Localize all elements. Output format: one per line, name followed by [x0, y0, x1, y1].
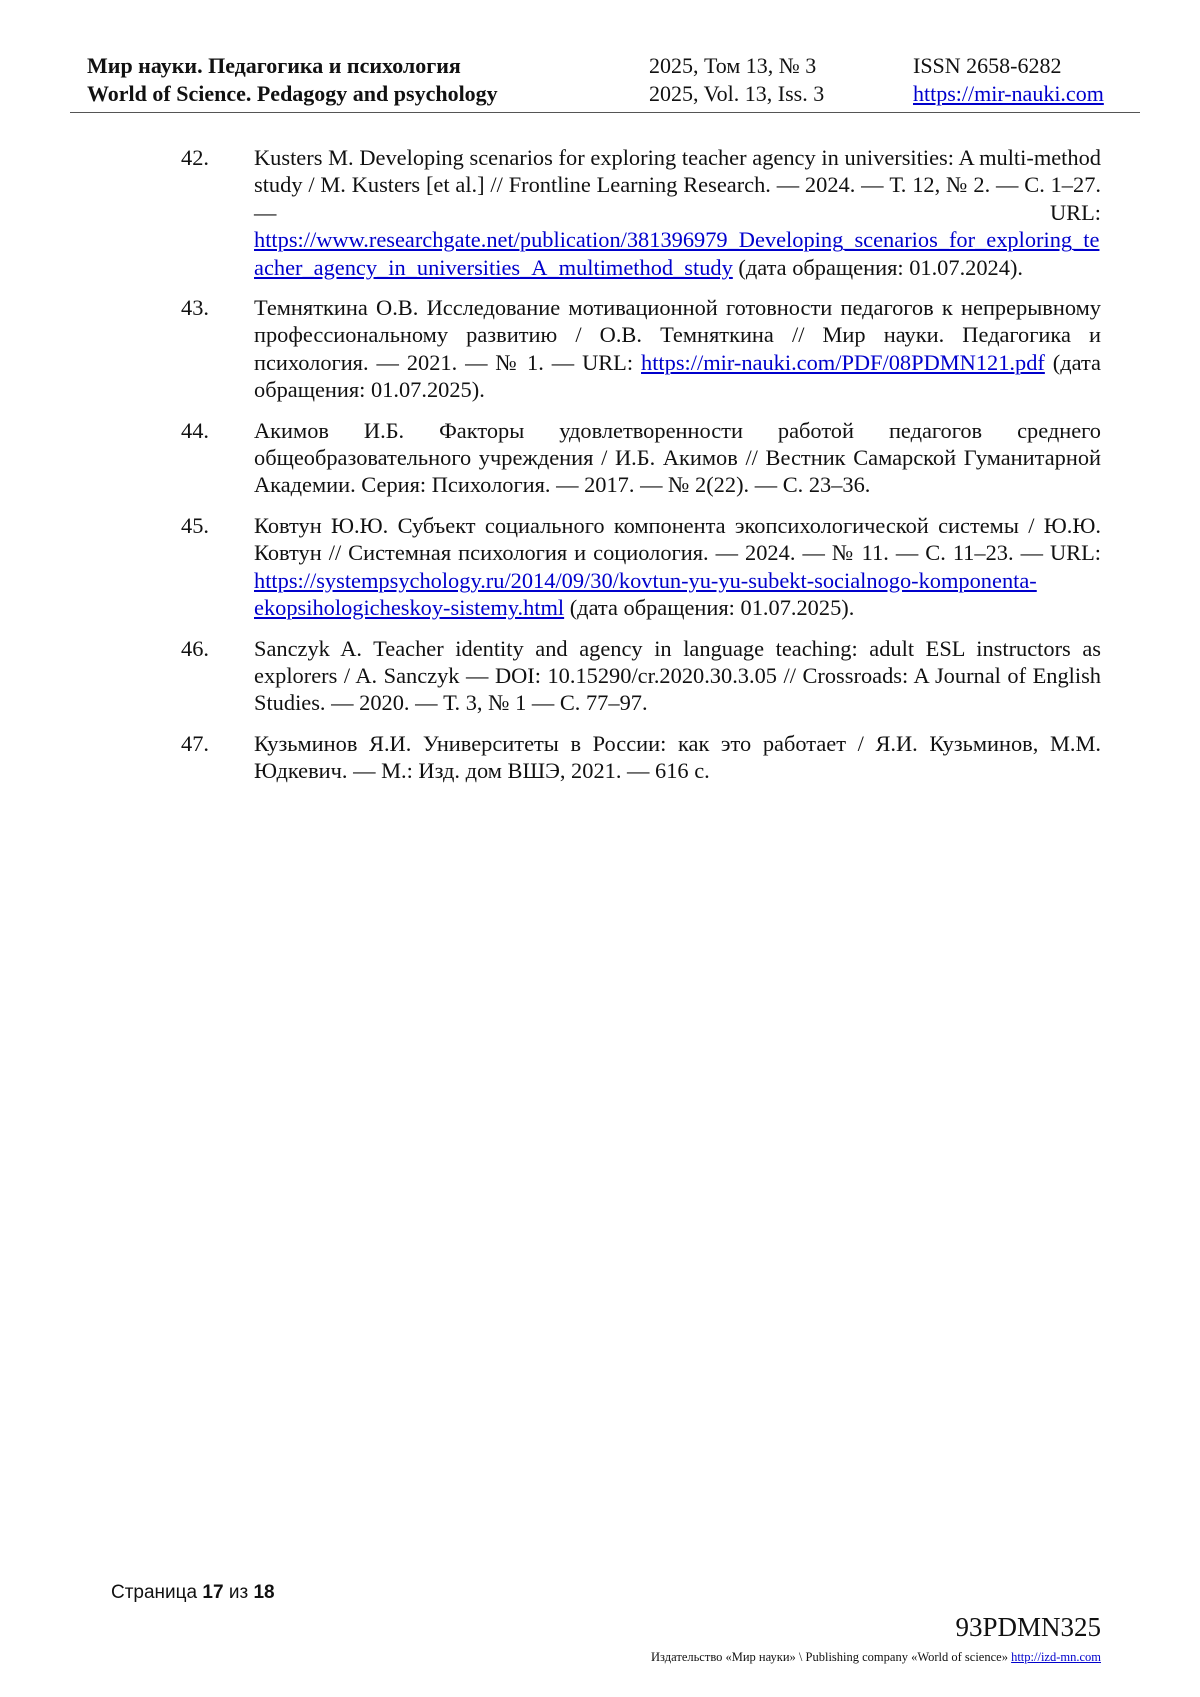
- reference-number: 45.: [181, 512, 209, 538]
- page-header: [70, 52, 1140, 113]
- reference-list: [181, 144, 1101, 798]
- reference-number: 46.: [181, 635, 209, 661]
- reference-access-date: (дата обращения: 01.07.2025).: [254, 349, 1101, 403]
- page-number: [111, 1582, 275, 1604]
- reference-citation: Кузьминов Я.И. Университеты в России: как это работает / Я.И. Кузьминов, М.М. Юдкевич. — М.: Изд. дом ВШЭ, 2021. — 616 с.: [254, 730, 1101, 784]
- publisher-text: Издательство «Мир науки» \ Publishing company «World of science»: [651, 1650, 1008, 1664]
- publisher-line: [651, 1650, 1101, 1665]
- reference-citation: Kusters M. Developing scenarios for exploring teacher agency in universities: A multi-method study / M. Kusters [et al.] // Frontline Learning Research. — 2024. — Т. 12, № 2. — С. 1–27. — URL:: [254, 145, 1101, 225]
- reference-number: 43.: [181, 295, 209, 321]
- reference-citation: Ковтун Ю.Ю. Субъект социального компонента экопсихологической системы / Ю.Ю. Ковтун // Системная психология и социология. — 2024. — № 11. — С. 11–23. — URL:: [254, 512, 1101, 566]
- issue-block: [649, 52, 824, 108]
- reference-text: [254, 730, 1101, 785]
- journal-title-ru: Мир науки. Педагогика и психология: [87, 53, 461, 78]
- reference-item: [181, 294, 1101, 404]
- reference-text: [254, 635, 1101, 717]
- page-current: 17: [202, 1582, 224, 1603]
- reference-item: [181, 730, 1101, 785]
- reference-item: [181, 417, 1101, 499]
- page-word: Страница: [111, 1582, 198, 1603]
- reference-url-link[interactable]: https://www.researchgate.net/publication/381396979_Developing_scenarios_for_exploring_teacher_agency_in_universities_A_multimethod_study: [254, 227, 1100, 280]
- publisher-link[interactable]: http://izd-mn.com: [1011, 1650, 1101, 1664]
- issn: ISSN 2658-6282: [913, 53, 1062, 78]
- reference-item: [181, 512, 1101, 622]
- reference-url-link[interactable]: https://systempsychology.ru/2014/09/30/kovtun-yu-yu-subekt-socialnogo-komponenta-ekopsihologicheskoy-sistemy.html: [254, 567, 1037, 621]
- issn-block: [913, 52, 1104, 108]
- reference-text: [254, 512, 1101, 622]
- reference-number: 47.: [181, 730, 209, 756]
- reference-text: [254, 144, 1101, 281]
- reference-number: 44.: [181, 417, 209, 443]
- article-code: 93PDMN325: [955, 1612, 1101, 1642]
- reference-number: 42.: [181, 145, 209, 170]
- reference-text: [254, 417, 1101, 499]
- journal-title-block: [87, 52, 498, 108]
- issue-en: 2025, Vol. 13, Iss. 3: [649, 81, 825, 106]
- reference-item: [181, 635, 1101, 717]
- reference-item: [181, 144, 1101, 281]
- reference-url-link[interactable]: https://mir-nauki.com/PDF/08PDMN121.pdf: [641, 349, 1045, 375]
- reference-citation: Sanczyk A. Teacher identity and agency in language teaching: adult ESL instructors as explorers / A. Sanczyk — DOI: 10.15290/cr.2020.30.3.05 // Crossroads: A Journal of English Studies. — 2020. — Т. 3, № 1 — С. 77–97.: [254, 635, 1101, 716]
- journal-site-link[interactable]: https://mir-nauki.com: [913, 81, 1104, 106]
- issue-ru: 2025, Том 13, № 3: [649, 53, 817, 78]
- journal-title-en: World of Science. Pedagogy and psychology: [87, 81, 498, 106]
- reference-citation: Акимов И.Б. Факторы удовлетворенности работой педагогов среднего общеобразовательного учреждения / И.Б. Акимов // Вестник Самарской Гуманитарной Академии. Серия: Психология. — 2017. — № 2(22). — С. 23–36.: [254, 417, 1101, 498]
- reference-access-date: (дата обращения: 01.07.2025).: [564, 595, 855, 621]
- page-total: 18: [253, 1582, 275, 1603]
- reference-access-date: (дата обращения: 01.07.2024).: [732, 254, 1024, 280]
- reference-citation: Темняткина О.В. Исследование мотивационной готовности педагогов к непрерывному профессиональному развитию / О.В. Темняткина // Мир науки. Педагогика и психология. — 2021. — № 1. — URL:: [254, 295, 1101, 375]
- of-word: из: [228, 1582, 249, 1603]
- reference-text: [254, 294, 1101, 404]
